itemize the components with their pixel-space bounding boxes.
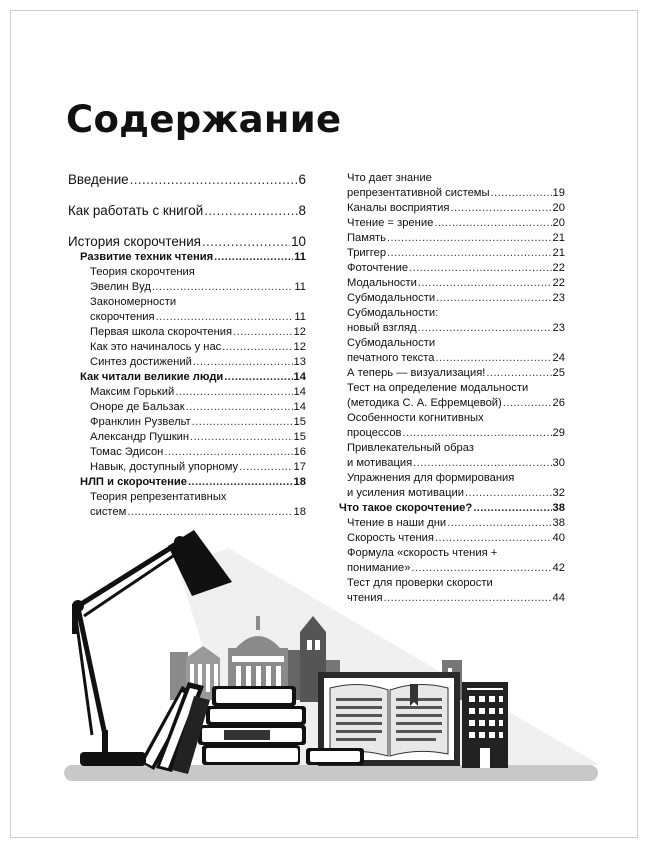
page-number: 14 bbox=[293, 386, 306, 398]
page-number: 15 bbox=[293, 431, 306, 443]
toc-entry[interactable]: Теория репрезентативных систем ..... 18 bbox=[68, 490, 306, 520]
office-building-icon bbox=[462, 682, 508, 768]
page-number: 29 bbox=[552, 427, 565, 439]
toc-entry[interactable]: Синтез достижений ..... 13 bbox=[68, 355, 306, 370]
page-number: 21 bbox=[552, 232, 565, 244]
page-number: 21 bbox=[552, 247, 565, 259]
page-number: 11 bbox=[294, 251, 306, 263]
page-number: 26 bbox=[552, 397, 565, 409]
toc-entry[interactable]: Фоточтение ..... 22 bbox=[339, 261, 565, 276]
toc-entry[interactable]: Формула «скорость чтения + понимание» ..... 42 bbox=[339, 546, 565, 576]
toc-entry[interactable]: Как это начиналось у нас ..... 12 bbox=[68, 340, 306, 355]
toc-section[interactable]: НЛП и скорочтение ..... 18 bbox=[68, 475, 306, 490]
page-number: 12 bbox=[293, 326, 306, 338]
page-title: Содержание bbox=[66, 98, 342, 141]
page-number: 22 bbox=[552, 277, 565, 289]
toc-entry[interactable]: Закономерности скорочтения ..... 11 bbox=[68, 295, 306, 325]
ground-shadow bbox=[64, 765, 598, 781]
page-number: 22 bbox=[552, 262, 565, 274]
toc-entry[interactable]: Как работать с книгой ..... 8 bbox=[68, 202, 306, 219]
lamp-books-city-illustration bbox=[60, 520, 600, 790]
toc-entry[interactable]: Тест на определение модальности (методика С. А. Ефремцевой) ..... 26 bbox=[339, 381, 565, 411]
page-number: 24 bbox=[552, 352, 565, 364]
page-number: 17 bbox=[293, 461, 306, 473]
page-number: 10 bbox=[291, 234, 306, 249]
page-number: 38 bbox=[552, 502, 565, 514]
page-number: 6 bbox=[298, 172, 306, 187]
page-number: 44 bbox=[552, 592, 565, 604]
page-number: 38 bbox=[552, 517, 565, 529]
toc-entry[interactable]: История скорочтения ..... 10 bbox=[68, 233, 306, 250]
page-number: 14 bbox=[293, 401, 306, 413]
page-number: 13 bbox=[293, 356, 306, 368]
toc-entry[interactable]: Модальности ..... 22 bbox=[339, 276, 565, 291]
page-number: 15 bbox=[293, 416, 306, 428]
toc-entry[interactable]: Субмодальности печатного текста ..... 24 bbox=[339, 336, 565, 366]
page-number: 25 bbox=[552, 367, 565, 379]
page-number: 8 bbox=[298, 203, 306, 218]
page-number: 12 bbox=[293, 341, 306, 353]
page-number: 23 bbox=[552, 322, 565, 334]
toc-entry[interactable]: Каналы восприятия ..... 20 bbox=[339, 201, 565, 216]
toc-entry[interactable]: Субмодальности ..... 23 bbox=[339, 291, 565, 306]
toc-entry[interactable]: Особенности когнитивных процессов ..... 29 bbox=[339, 411, 565, 441]
page-number: 40 bbox=[552, 532, 565, 544]
page-number: 11 bbox=[294, 311, 306, 323]
toc-entry[interactable]: Навык, доступный упорному ..... 17 bbox=[68, 460, 306, 475]
toc-entry[interactable]: Первая школа скорочтения ..... 12 bbox=[68, 325, 306, 340]
page-number: 18 bbox=[293, 506, 306, 518]
toc-entry[interactable]: Тест для проверки скорости чтения ..... 44 bbox=[339, 576, 565, 606]
toc-entry[interactable]: Оноре де Бальзак ..... 14 bbox=[68, 400, 306, 415]
toc-entry[interactable]: Введение ..... 6 bbox=[68, 171, 306, 188]
toc-section[interactable]: Развитие техник чтения ..... 11 bbox=[68, 250, 306, 265]
toc-entry[interactable]: Субмодальности: новый взгляд ..... 23 bbox=[339, 306, 565, 336]
page-number: 19 bbox=[552, 187, 565, 199]
toc-section[interactable]: Как читали великие люди ..... 14 bbox=[68, 370, 306, 385]
toc-entry[interactable]: Томас Эдисон ..... 16 bbox=[68, 445, 306, 460]
toc-entry[interactable]: Триггер ..... 21 bbox=[339, 246, 565, 261]
page-number: 20 bbox=[552, 217, 565, 229]
toc-entry[interactable]: Что дает знание репрезентативной системы ..... 19 bbox=[339, 171, 565, 201]
page-number: 11 bbox=[294, 281, 306, 293]
page-number: 42 bbox=[552, 562, 565, 574]
toc-entry[interactable]: Чтение в наши дни ..... 38 bbox=[339, 516, 565, 531]
page-number: 20 bbox=[552, 202, 565, 214]
toc-entry[interactable]: Упражнения для формирования и усиления мотивации ..... 32 bbox=[339, 471, 565, 501]
toc-entry[interactable]: Чтение = зрение ..... 20 bbox=[339, 216, 565, 231]
toc-entry[interactable]: Теория скорочтения Эвелин Вуд ..... 11 bbox=[68, 265, 306, 295]
page-number: 18 bbox=[293, 476, 306, 488]
toc-entry[interactable]: Франклин Рузвельт ..... 15 bbox=[68, 415, 306, 430]
page-number: 16 bbox=[293, 446, 306, 458]
page-number: 14 bbox=[293, 371, 306, 383]
toc-left-column bbox=[68, 171, 306, 520]
toc-entry[interactable]: Скорость чтения ..... 40 bbox=[339, 531, 565, 546]
toc-entry[interactable]: Привлекательный образ и мотивация ..... 30 bbox=[339, 441, 565, 471]
page-number: 23 bbox=[552, 292, 565, 304]
toc-entry[interactable]: Максим Горький ..... 14 bbox=[68, 385, 306, 400]
toc-entry[interactable]: А теперь — визуализация! ..... 25 bbox=[339, 366, 565, 381]
toc-entry[interactable]: Александр Пушкин ..... 15 bbox=[68, 430, 306, 445]
page-number: 30 bbox=[552, 457, 565, 469]
toc-entry[interactable]: Память ..... 21 bbox=[339, 231, 565, 246]
toc-section[interactable]: Что такое скорочтение? ..... 38 bbox=[339, 501, 565, 516]
page-number: 32 bbox=[552, 487, 565, 499]
